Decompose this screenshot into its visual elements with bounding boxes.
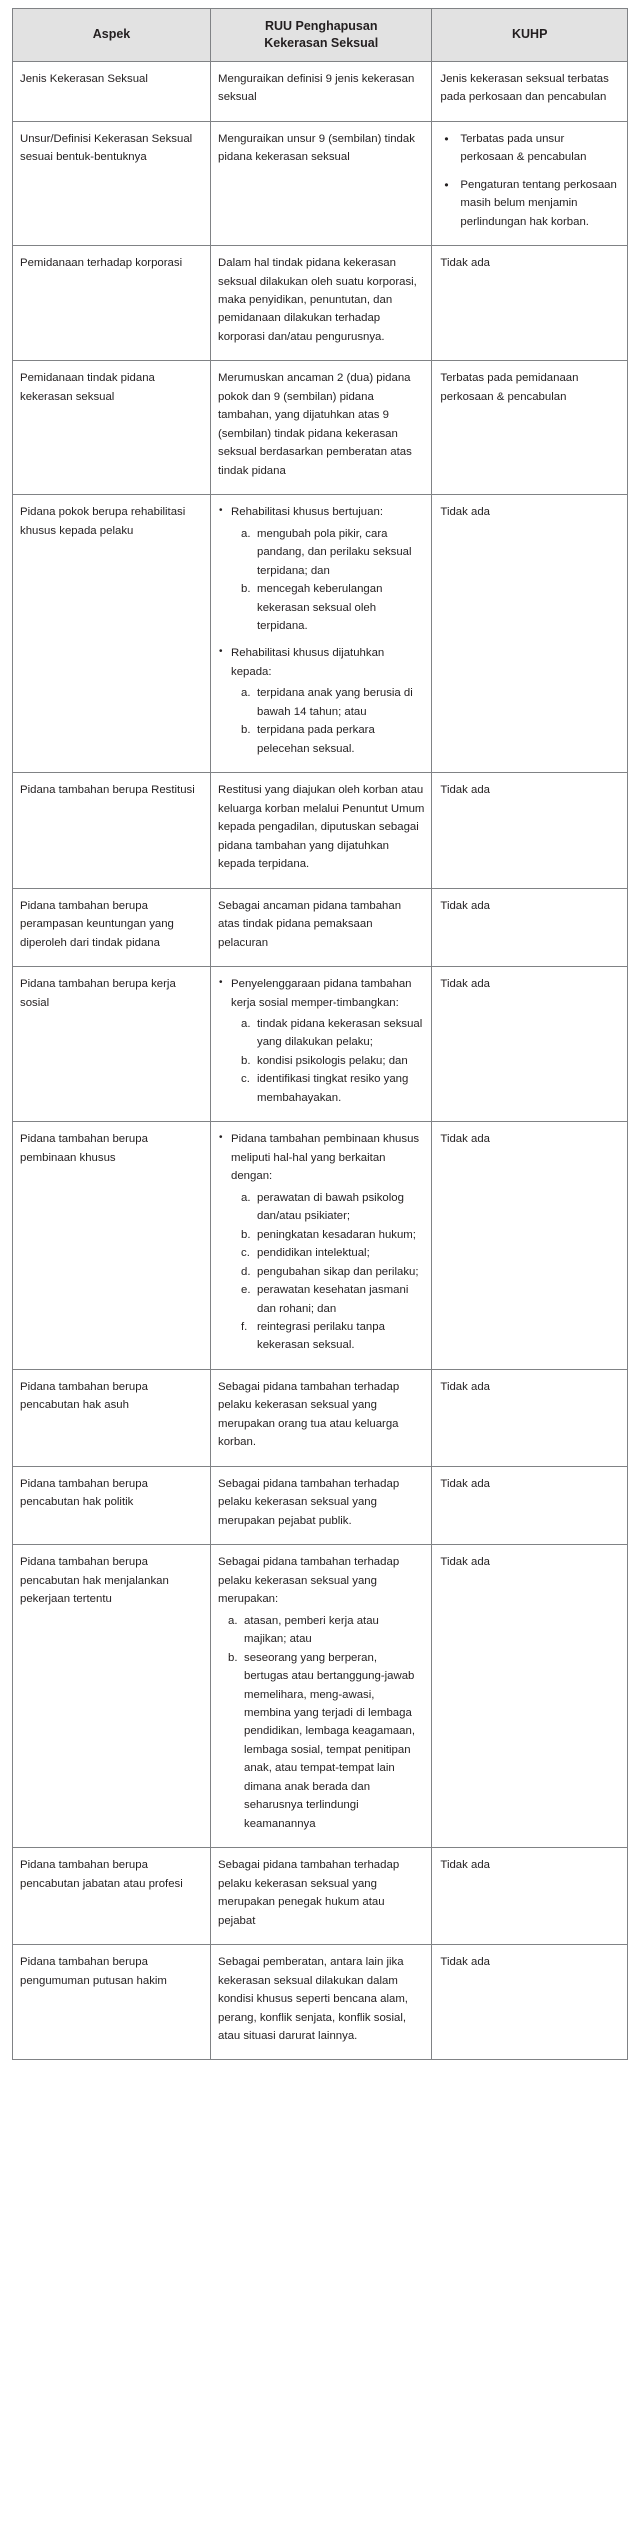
list-text: pengubahan sikap dan perilaku; [257,1265,419,1278]
alpha-list-item [241,1070,424,1107]
cell-kuhp [432,967,628,1122]
cell-ruu [211,967,432,1122]
alpha-list-item [228,1649,424,1834]
cell-kuhp [432,1122,628,1370]
list-marker: a. [241,687,251,700]
list-marker: c. [241,1073,250,1086]
table-row [13,61,628,121]
cell-paragraph: Tidak ada [440,506,491,519]
list-text: mengubah pola pikir, cara pandang, dan perilaku seksual terpidana; dan [257,527,412,577]
cell-ruu [211,888,432,966]
table-row [13,967,628,1122]
cell-aspect: Pidana tambahan berupa pencabutan jabatan atau profesi [13,1848,211,1945]
table-row [13,1122,628,1370]
cell-ruu [211,246,432,361]
cell-kuhp [432,495,628,773]
list-marker: a. [241,1191,251,1204]
header-cell-ruu [211,9,432,62]
alpha-list [231,1189,424,1355]
cell-paragraph: Tidak ada [440,1556,491,1569]
cell-ruu [211,1122,432,1370]
table-body [13,61,628,2060]
cell-aspect: Pidana tambahan berupa Restitusi [13,773,211,888]
cell-kuhp [432,361,628,495]
table-row [13,1945,628,2060]
cell-ruu [211,1466,432,1544]
alpha-list-item [241,1189,424,1226]
cell-paragraph: Merumuskan ancaman 2 (dua) pidana pokok dan 9 (sembilan) pidana tambahan, yang dijatuhkan atas 9 (sembilan) tindak pidana kekerasan seksual berdasarkan pemberatan atas tindak pidana [218,372,412,477]
cell-paragraph: Sebagai pidana tambahan terhadap pelaku kekerasan seksual yang merupakan penegak hukum atau pejabat [218,1859,400,1927]
cell-paragraph: Tidak ada [440,784,491,797]
cell-paragraph: Menguraikan definisi 9 jenis kekerasan seksual [218,72,415,104]
cell-aspect: Pidana tambahan berupa kerja sosial [13,967,211,1122]
cell-ruu [211,773,432,888]
list-marker: e. [241,1284,251,1297]
alpha-list-item [241,721,424,758]
header-ruu-line1: RUU Penghapusan [264,19,378,33]
alpha-list [218,1612,424,1834]
cell-aspect: Pemidanaan tindak pidana kekerasan seksual [13,361,211,495]
cell-aspect: Pidana tambahan berupa pencabutan hak menjalankan pekerjaan tertentu [13,1545,211,1848]
cell-paragraph: Tidak ada [440,1859,491,1872]
list-marker: a. [228,1614,238,1627]
bullet-lead: Rehabilitasi khusus dijatuhkan kepada: [231,647,385,678]
list-marker: b. [241,1054,251,1067]
cell-paragraph: Sebagai pemberatan, antara lain jika kekerasan seksual dilakukan dalam kondisi khusus seperti bencana alam, perang, konflik senjata, konflik sosial, atau situasi darurat lainnya. [218,1956,408,2042]
bullet-lead: Pidana tambahan pembinaan khusus meliputi hal-hal yang berkaitan dengan: [231,1133,420,1183]
list-text: perawatan di bawah psikolog dan/atau psikiater; [257,1191,404,1223]
cell-ruu [211,1545,432,1848]
cell-ruu [211,1945,432,2060]
list-text: atasan, pemberi kerja atau majikan; atau [244,1614,379,1646]
cell-paragraph: Jenis kekerasan seksual terbatas pada perkosaan dan pencabulan [440,72,609,104]
alpha-list-item [241,525,424,580]
list-marker: a. [241,1017,251,1030]
cell-kuhp [432,1369,628,1466]
list-marker: d. [241,1265,251,1278]
cell-kuhp [432,246,628,361]
table-row [13,1545,628,1848]
cell-kuhp [432,61,628,121]
table-row [13,1466,628,1544]
bullet-item [218,1130,424,1355]
bullet-list [440,130,620,231]
list-marker: b. [241,583,251,596]
cell-ruu [211,361,432,495]
cell-paragraph: Tidak ada [440,899,491,912]
cell-aspect: Pidana tambahan berupa pencabutan hak asuh [13,1369,211,1466]
cell-paragraph: Sebagai pidana tambahan terhadap pelaku kekerasan seksual yang merupakan pejabat publik. [218,1477,400,1527]
bullet-list [218,975,424,1107]
table-header [13,9,628,62]
cell-kuhp [432,888,628,966]
list-text: peningkatan kesadaran hukum; [257,1228,416,1241]
comparison-table [12,8,628,2060]
table-row [13,773,628,888]
cell-aspect: Pemidanaan terhadap korporasi [13,246,211,361]
list-text: identifikasi tingkat resiko yang membahayakan. [257,1073,409,1104]
list-marker: b. [241,1228,251,1241]
cell-paragraph: Sebagai pidana tambahan terhadap pelaku kekerasan seksual yang merupakan: [218,1556,400,1606]
cell-ruu [211,121,432,245]
cell-aspect: Unsur/Definisi Kekerasan Seksual sesuai bentuk-bentuknya [13,121,211,245]
bullet-item [218,503,424,635]
table-row [13,246,628,361]
cell-ruu [211,61,432,121]
alpha-list-item [241,1281,424,1318]
table-row [13,121,628,245]
list-text: terpidana pada perkara pelecehan seksual. [257,724,375,755]
bullet-list [218,1130,424,1355]
list-text: reintegrasi perilaku tanpa kekerasan seksual. [257,1321,385,1352]
cell-aspect: Pidana pokok berupa rehabilitasi khusus kepada pelaku [13,495,211,773]
cell-kuhp [432,1945,628,2060]
table-row [13,1848,628,1945]
list-text: terpidana anak yang berusia di bawah 14 tahun; atau [257,687,413,718]
cell-kuhp [432,1466,628,1544]
bullet-item [218,644,424,758]
cell-aspect: Pidana tambahan berupa perampasan keuntungan yang diperoleh dari tindak pidana [13,888,211,966]
cell-paragraph: Dalam hal tindak pidana kekerasan seksual dilakukan oleh suatu korporasi, maka penyidikan, penuntutan, dan pemidanaan dilakukan terhadap korporasi dan/atau pengurusnya. [218,257,417,343]
table-row [13,361,628,495]
cell-kuhp [432,773,628,888]
alpha-list-item [241,1226,424,1244]
table-row [13,495,628,773]
cell-paragraph: Restitusi yang diajukan oleh korban atau keluarga korban melalui Penuntut Umum kepada pengadilan, diputuskan sebagai pidana tambahan yang dijatuhkan kepada terpidana. [218,784,425,871]
cell-aspect: Pidana tambahan berupa pembinaan khusus [13,1122,211,1370]
bullet-item: • Terbatas pada unsur perkosaan & pencabulan [440,130,620,167]
alpha-list [231,1015,424,1107]
bullet-lead: Rehabilitasi khusus bertujuan: [231,506,383,519]
alpha-list-item [228,1612,424,1649]
cell-paragraph: Tidak ada [440,1133,491,1146]
cell-aspect: Pidana tambahan berupa pencabutan hak politik [13,1466,211,1544]
alpha-list-item [241,1015,424,1052]
list-marker: c. [241,1247,250,1260]
list-text: seseorang yang berperan, bertugas atau bertanggung-jawab memelihara, meng-awasi, membina yang terjadi di lembaga pendidikan, lembaga keagamaan, lembaga sosial, tempat penitipan anak, atau tempat-tempat lain dimana anak berada dan seharusnya terlindungi keamanannya [244,1651,415,1830]
cell-aspect: Jenis Kekerasan Seksual [13,61,211,121]
cell-paragraph: Sebagai pidana tambahan terhadap pelaku kekerasan seksual yang merupakan orang tua atau keluarga korban. [218,1380,400,1449]
cell-paragraph: Tidak ada [440,257,491,270]
cell-paragraph: Sebagai ancaman pidana tambahan atas tindak pidana pemaksaan pelacuran [218,899,402,949]
cell-paragraph: Tidak ada [440,1477,491,1490]
cell-ruu [211,495,432,773]
alpha-list-item [241,1052,424,1070]
list-marker: b. [228,1651,238,1664]
alpha-list-item [241,1263,424,1281]
list-marker: b. [241,724,251,737]
cell-paragraph: Tidak ada [440,1380,491,1393]
list-text: perawatan kesehatan jasmani dan rohani; dan [257,1284,409,1315]
alpha-list-item [241,580,424,635]
alpha-list-item [241,1318,424,1355]
cell-kuhp [432,1848,628,1945]
cell-ruu [211,1369,432,1466]
list-marker: f. [241,1321,248,1333]
header-row [13,9,628,62]
bullet-list [218,503,424,758]
alpha-list [231,684,424,758]
cell-kuhp [432,1545,628,1848]
cell-aspect: Pidana tambahan berupa pengumuman putusan hakim [13,1945,211,2060]
bullet-lead: Penyelenggaraan pidana tambahan kerja sosial memper-timbangkan: [231,978,412,1009]
header-cell-kuhp: KUHP [432,9,628,62]
list-text: mencegah keberulangan kekerasan seksual oleh terpidana. [257,583,383,632]
list-text: tindak pidana kekerasan seksual yang dilakukan pelaku; [257,1017,423,1049]
bullet-item: • Pengaturan tentang perkosaan masih belum menjamin perlindungan hak korban. [440,176,620,231]
table-row [13,888,628,966]
alpha-list [231,525,424,636]
list-text: pendidikan intelektual; [257,1247,370,1260]
bullet-item [218,975,424,1107]
list-text: kondisi psikologis pelaku; dan [257,1054,408,1067]
cell-paragraph: Tidak ada [440,978,491,991]
alpha-list-item [241,1244,424,1262]
cell-ruu [211,1848,432,1945]
cell-paragraph: Menguraikan unsur 9 (sembilan) tindak pidana kekerasan seksual [218,132,415,164]
cell-kuhp [432,121,628,245]
header-ruu-line2: Kekerasan Seksual [264,35,379,50]
cell-paragraph: Terbatas pada pemidanaan perkosaan & pencabulan [440,372,579,403]
cell-paragraph: Tidak ada [440,1956,491,1969]
header-cell-aspect: Aspek [13,9,211,62]
list-marker: a. [241,527,251,540]
alpha-list-item [241,684,424,721]
table-row [13,1369,628,1466]
